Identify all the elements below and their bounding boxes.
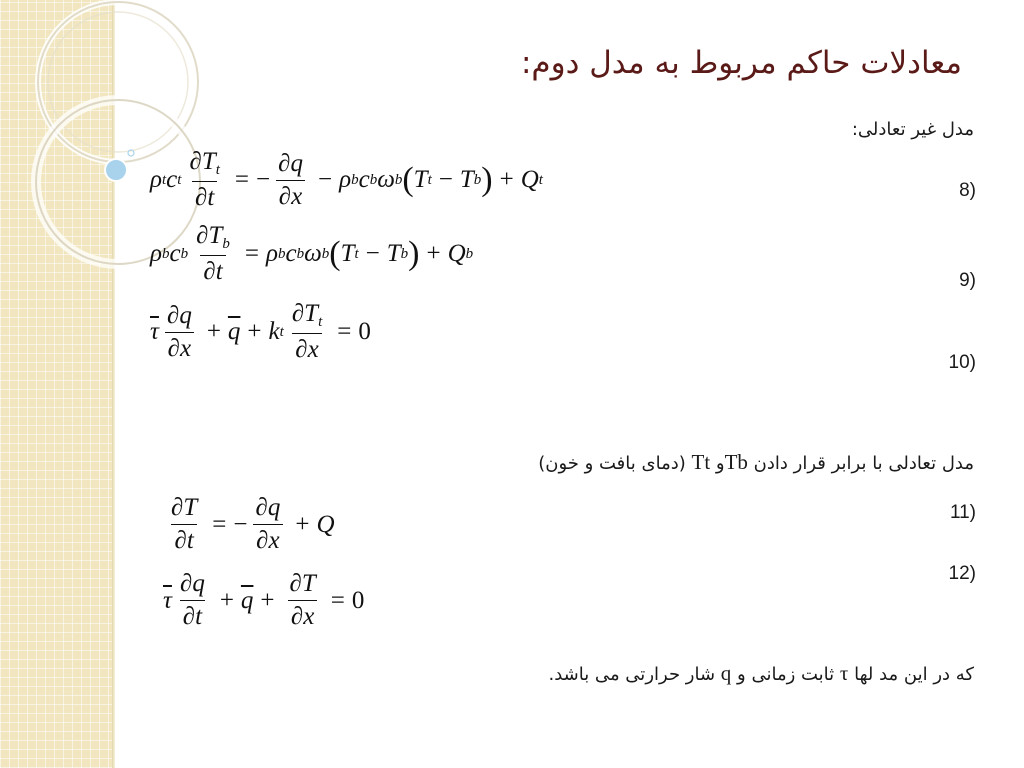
- equilibrium-label-suffix: (دمای بافت و خون): [538, 453, 686, 474]
- equilibrium-label: [538, 450, 974, 475]
- equation-number-11: 11): [949, 502, 976, 523]
- tau-symbol: τ: [839, 661, 849, 685]
- equation-9: ρ b c b $\frac{\partial T_b}{\partial t}$ = ρ b c b ω b ( T t − T b ) + Q b: [150, 222, 474, 285]
- deco-dot-large: [105, 159, 127, 181]
- slide-title: معادلات حاکم مربوط به مدل دوم:: [520, 45, 962, 81]
- footer-mid: ثابت زمانی و: [737, 664, 835, 685]
- and-word: و: [715, 453, 725, 474]
- non-equilibrium-label: مدل غیر تعادلی:: [851, 119, 974, 140]
- equation-number-8: 8): [959, 180, 976, 201]
- footer-suffix: شار حرارتی می باشد.: [548, 664, 716, 685]
- deco-ring-inner: [48, 12, 188, 152]
- equation-10: $\overline{\tau}$ $\frac{\partial q}{\partial x}$ + $\overline{q}$ + k t $\frac{\partial T_t}{\partial x}$ = 0: [150, 300, 371, 363]
- equation-number-9: 9): [959, 270, 976, 291]
- tt-symbol: Tt: [691, 450, 711, 474]
- equation-number-10: 10): [948, 352, 976, 373]
- equilibrium-label-prefix: مدل تعادلی با برابر قرار دادن: [753, 453, 974, 474]
- footer-prefix: که در این مد لها: [854, 664, 974, 685]
- equation-number-12: 12): [948, 563, 976, 584]
- deco-ring-outer: [38, 2, 198, 162]
- tb-symbol: Tb: [724, 450, 748, 474]
- equation-12: $\overline{\tau}$ $\frac{\partial q}{\partial t}$ + $\overline{q}$ + $\frac{\partial T}{\partial x}$ = 0: [163, 570, 365, 630]
- footer-note: [548, 661, 974, 686]
- q-symbol: q: [720, 661, 732, 685]
- equation-11: $\frac{\partial T}{\partial t}$ = − $\frac{\partial q}{\partial x}$ + Q: [171, 494, 335, 554]
- equation-8: ρ t c t $\frac{\partial T_t}{\partial t}$ = − $\frac{\partial q}{\partial x}$ − ρ b c b ω b ( T t − T b ) + Q t: [150, 148, 543, 211]
